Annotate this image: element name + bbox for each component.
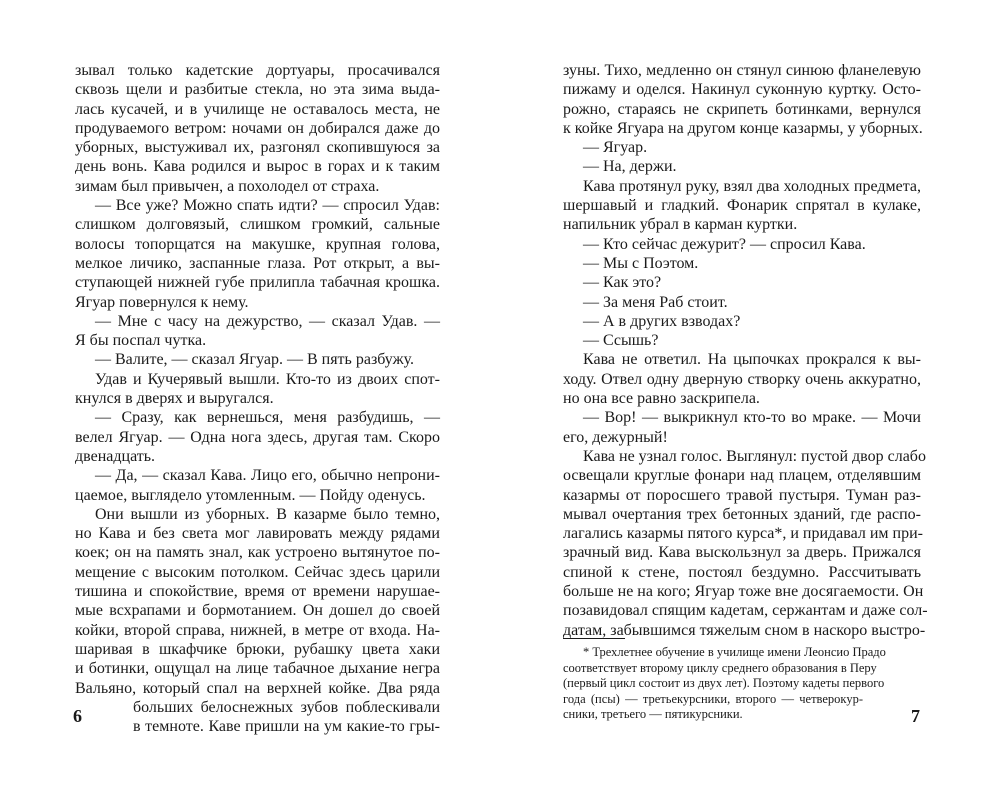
page-number: 7 <box>911 706 920 726</box>
text-line: позавидовал спящим кадетам, сержантам и даже сол- <box>563 602 928 620</box>
right-page-text <box>563 61 928 640</box>
footnote-line: года (псы) — третьекурсники, второго — четверокур- <box>563 691 863 706</box>
text-line: коек; он на память знал, как устроено вытянутое по- <box>75 544 440 562</box>
text-line: зывал только кадетские дортуары, просачивался <box>75 62 440 79</box>
footnote-line: * Трехлетнее обучение в училище имени Леонсио Прадо <box>583 645 886 659</box>
left-page-text <box>75 61 440 736</box>
text-line: Кава не узнал голос. Выглянул: пустой двор слабо <box>583 447 926 465</box>
text-line: Вальяно, который спал на верхней койке. Два ряда <box>75 679 440 697</box>
text-line: — Кто сейчас дежурит? — спросил Кава. <box>583 235 866 253</box>
text-line: но Кава и без света мог лавировать между рядами <box>75 525 440 543</box>
text-line: в темноте. Каве пришли на ум какие-то гры- <box>133 718 440 736</box>
text-line: Кава протянул руку, взял два холодных предмета, <box>583 177 921 195</box>
text-line: зрачный вид. Кава выскользнул за дверь. Прижался <box>563 544 921 562</box>
text-line: двенадцать. <box>75 447 156 465</box>
footnote <box>563 645 886 723</box>
text-line: освещали круглые фонари над плацем, отделявшим <box>563 467 921 485</box>
text-line: — Мне с часу на дежурство, — сказал Удав. — <box>95 312 440 330</box>
text-line: но она все равно заскрипела. <box>563 390 760 408</box>
text-line: ступающей нижней губе прилипла табачная крошка. <box>75 274 440 292</box>
text-line: — А в других взводах? <box>583 312 741 330</box>
text-line: датам, забывшимся тяжелым сном в наскоро выстро- <box>563 621 926 639</box>
text-line: к койке Ягуара на другом конце казармы, у уборных. <box>563 119 923 137</box>
text-line: — Сразу, как вернешься, меня разбудишь, — <box>95 409 440 427</box>
right-page <box>500 0 1000 808</box>
text-line: — Валите, — сказал Ягуар. — В пять разбужу. <box>95 351 415 369</box>
page-number: 6 <box>73 706 82 726</box>
text-line: Они вышли из уборных. В казарме было темно, <box>95 505 440 523</box>
text-line: койки, второй справа, нижней, в метре от входа. На- <box>75 621 440 639</box>
text-line: — Ссышь? <box>583 332 659 350</box>
text-line: казармы от поросшего травой пустыря. Туман раз- <box>563 486 921 504</box>
text-line: лагались казармы пятого курса*, и придавал им при- <box>563 525 923 543</box>
text-line: ходу. Отвел одну дверную створку очень аккуратно, <box>563 370 921 388</box>
text-line: мывал очертания трех бетонных зданий, где распо- <box>563 505 921 523</box>
text-line: — Как это? <box>583 274 662 292</box>
text-line: — Да, — сказал Кава. Лицо его, обычно непрони- <box>95 467 440 485</box>
text-line: Ягуар повернулся к нему. <box>75 293 249 311</box>
text-line: рожно, стараясь не скрипеть ботинками, вернулся <box>563 100 921 118</box>
text-line: продуваемого ветром: ночами он добирался даже до <box>75 119 440 137</box>
text-line: — Вор! — выкрикнул кто-то во мраке. — Мочи <box>583 409 921 427</box>
text-line: Я бы поспал чутка. <box>75 332 207 350</box>
text-line: день вонь. Кава родился и вырос в горах и к таким <box>75 158 440 176</box>
text-line: — Мы с Поэтом. <box>583 254 699 272</box>
footnote-divider <box>563 638 625 639</box>
text-line: зимам был привычен, а похолодел от страха. <box>75 177 380 195</box>
text-line: напильник убрал в карман куртки. <box>563 216 798 234</box>
text-line: кнулся в дверях и выругался. <box>75 390 274 408</box>
text-line: — Ягуар. <box>583 139 648 157</box>
footnote-line: соответствует второму циклу среднего образования в Перу <box>563 660 877 675</box>
text-line: цаемое, выглядело утомленным. — Пойду оденусь. <box>75 486 426 504</box>
text-line: Кава не ответил. На цыпочках прокрался к вы- <box>583 351 921 369</box>
text-line: пижаму и оделся. Накинул суконную куртку. Осто- <box>563 81 921 99</box>
footnote-line: сники, третьего — пятикурсники. <box>563 707 743 721</box>
text-line: больше не на кого; Ягуар тоже вне досягаемости. Он <box>563 583 924 601</box>
text-line: уборных, выстуживал их, разгонял скопившуюся за <box>75 139 440 157</box>
text-line: больших белоснежных зубов поблескивали <box>133 698 440 716</box>
text-line: спиной к стене, постоял бездумно. Рассчитывать <box>563 563 921 581</box>
text-line: Удав и Кучерявый вышли. Кто-то из двоих спот- <box>95 370 440 388</box>
text-line: велел Ягуар. — Одна нога здесь, другая там. Скоро <box>75 428 440 446</box>
text-line: мые всхрапами и бормотанием. Он дошел до своей <box>75 602 440 620</box>
text-line: лась кусачей, и в училище не оставалось места, не <box>75 100 440 118</box>
text-line: его, дежурный! <box>563 428 668 446</box>
text-line: — На, держи. <box>583 158 677 176</box>
text-line: шаривая в шкафчике брюки, рубашку цвета хаки <box>75 640 440 658</box>
text-line: и ботинки, ощущал на лице табачное дыхание негра <box>75 660 440 678</box>
text-line: слишком долговязый, слишком громкий, сальные <box>75 216 440 234</box>
text-line: сквозь щели и разбитые стекла, но эта зима выда- <box>75 81 440 99</box>
text-line: зуны. Тихо, медленно он стянул синюю фланелевую <box>563 62 921 79</box>
footnote-line: (первый цикл состоит из двух лет). Поэтому кадеты первого <box>563 676 885 690</box>
text-line: — Все уже? Можно спать идти? — спросил Удав: <box>95 197 440 215</box>
text-line: тишина и спокойствие, время от времени нарушае- <box>75 583 440 601</box>
text-line: — За меня Раб стоит. <box>583 293 728 311</box>
text-line: шершавый и гладкий. Фонарик спрятал в кулаке, <box>563 197 921 215</box>
text-line: волосы топорщатся на макушке, крупная голова, <box>75 235 440 253</box>
text-line: мещение с высоким потолком. Сейчас здесь царили <box>75 563 440 581</box>
text-line: мелкое личико, заспанные глаза. Рот открыт, а вы- <box>75 254 440 272</box>
